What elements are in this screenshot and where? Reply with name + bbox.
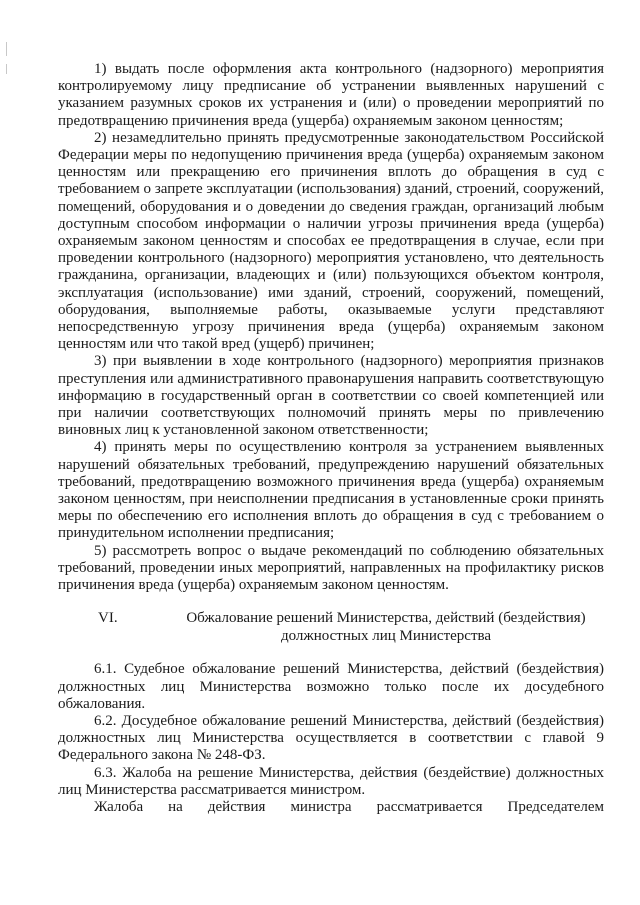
clause-continuation: Жалоба на действия министра рассматривается Председателем bbox=[94, 798, 604, 815]
clause-6-1: 6.1. Судебное обжалование решений Министерства, действий (бездействия) должностных лиц Министерства возможно только после их досудебного обжалования. bbox=[58, 661, 604, 712]
list-item-5: 5) рассмотреть вопрос о выдаче рекомендаций по соблюдению обязательных требований, проведении иных мероприятий, направленных на профилактику рисков причинения вреда (ущерба) охраняемым законом ценностям. bbox=[58, 542, 604, 594]
list-item-1: 1) выдать после оформления акта контрольного (надзорного) мероприятия контролируемому лицу предписание об устранении выявленных нарушений с указанием разумных сроков их устранения и (или) о проведении мероприятий по предотвращению причинения вреда (ущерба) охраняемым законом ценностям; bbox=[58, 61, 604, 129]
section-heading bbox=[58, 610, 604, 646]
section-title: Обжалование решений Министерства, действий (бездействия) должностных лиц Министерства bbox=[186, 610, 586, 644]
document-page bbox=[58, 61, 604, 816]
list-item-4: 4) принять меры по осуществлению контроля за устранением выявленных нарушений обязательных требований, предупреждению нарушений обязательных требований, предотвращению возможного причинения вреда (ущерба) охраняемым законом ценностям, при неисполнении предписания в установленные сроки принять меры по обеспечению его исполнения вплоть до обращения в суд с требованием о принудительном исполнении предписания; bbox=[58, 439, 604, 542]
clause-6-3: 6.3. Жалоба на решение Министерства, действия (бездействие) должностных лиц Министерства рассматривается министром. bbox=[58, 764, 604, 798]
list-item-2: 2) незамедлительно принять предусмотренные законодательством Российской Федерации меры по недопущению причинения вреда (ущерба) охраняемым законом ценностям или прекращению его причинения вплоть до обращения в суд с требованием о запрете эксплуатации (использования) зданий, строений, сооружений, помещений, оборудования и о доведении до сведения граждан, организаций любым доступным способом информации о наличии угрозы причинения вреда (ущерба) охраняемым законом ценностям и способах ее предотвращения в случае, если при проведении контрольного (надзорного) мероприятия установлено, что деятельность гражданина, организации, владеющих и (или) пользующихся объектом контроля, эксплуатация (использование) ими зданий, строений, сооружений, помещений, оборудования, выполняемые работы, оказываемые услуги представляют непосредственную угрозу причинения вреда (ущерба) охраняемым законом ценностям или что такой вред (ущерб) причинен; bbox=[58, 129, 604, 353]
section-number: VI. bbox=[98, 610, 118, 627]
binding-edge-mark bbox=[6, 64, 7, 74]
list-item-3: 3) при выявлении в ходе контрольного (надзорного) мероприятия признаков преступления или административного правонарушения направить соответствующую информацию в государственный орган в соответствии со своей компетенцией или при наличии соответствующих полномочий принять меры по привлечению виновных лиц к установленной законом ответственности; bbox=[58, 353, 604, 439]
clause-6-2: 6.2. Досудебное обжалование решений Министерства, действий (бездействия) должностных лиц Министерства осуществляется в соответствии с главой 9 Федерального закона № 248-ФЗ. bbox=[58, 712, 604, 764]
binding-edge-mark bbox=[6, 42, 7, 56]
